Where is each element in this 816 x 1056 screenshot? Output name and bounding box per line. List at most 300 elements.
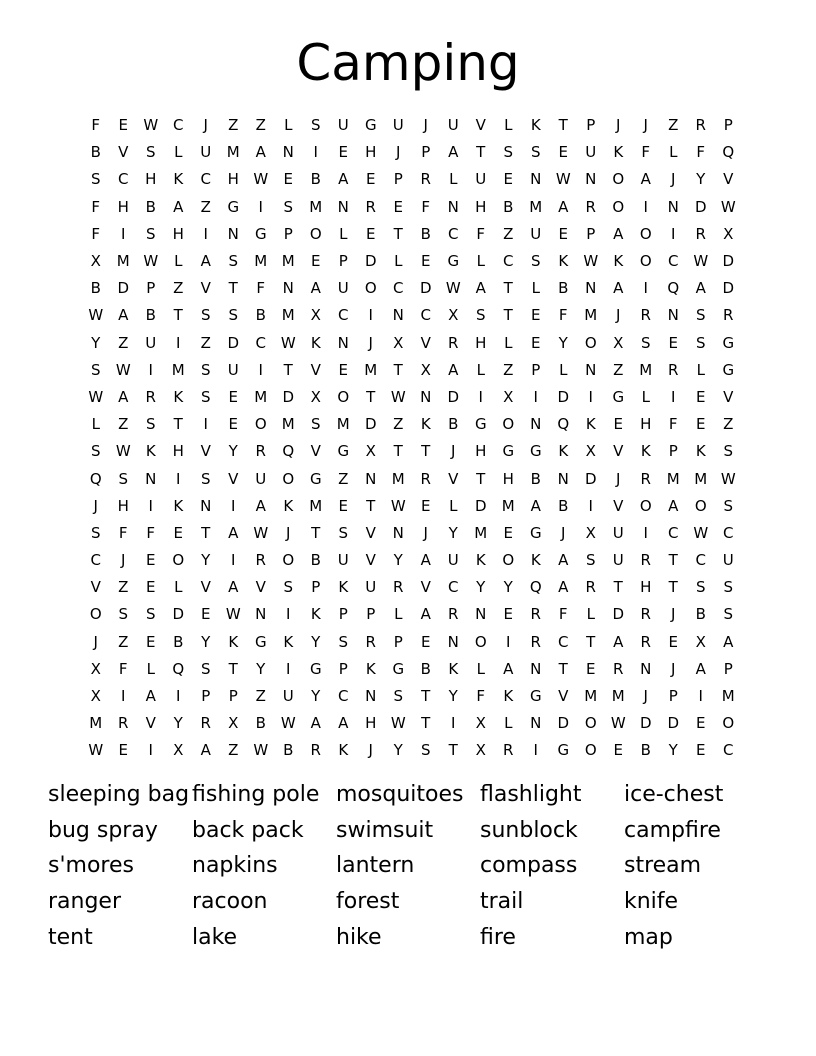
grid-letter: M (611, 687, 625, 706)
word-list-item: tent (48, 924, 93, 950)
grid-letter: L (586, 605, 595, 624)
grid-letter: F (91, 116, 101, 135)
grid-letter: E (503, 605, 513, 624)
grid-letter: R (118, 714, 129, 733)
word-list-item: sleeping bag (48, 782, 190, 807)
grid-letter: Y (311, 632, 321, 651)
grid-letter: E (311, 252, 321, 271)
word-list-item: forest (336, 889, 400, 915)
grid-letter: B (695, 605, 706, 624)
grid-letter: A (338, 714, 349, 733)
grid-letter: G (337, 442, 350, 461)
grid-letter: T (476, 469, 486, 488)
grid-letter: I (231, 496, 236, 515)
grid-letter: P (338, 605, 348, 624)
grid-letter: Y (476, 578, 486, 597)
grid-letter: A (200, 252, 211, 271)
grid-letter: S (723, 496, 734, 515)
grid-letter: K (173, 496, 184, 515)
grid-letter: Q (667, 279, 680, 298)
grid-letter: P (421, 143, 431, 162)
grid-letter: S (310, 415, 321, 434)
grid-letter: I (286, 605, 291, 624)
grid-letter: E (421, 632, 431, 651)
word-list-item: fire (480, 924, 516, 950)
grid-letter: H (172, 442, 184, 461)
grid-letter: J (561, 523, 566, 542)
grid-letter: U (447, 551, 459, 570)
grid-letter: G (557, 741, 570, 760)
grid-letter: C (200, 170, 211, 189)
grid-letter: S (200, 469, 211, 488)
grid-letter: O (584, 741, 597, 760)
grid-letter: T (558, 116, 568, 135)
grid-letter: H (117, 197, 129, 216)
grid-letter: L (174, 143, 183, 162)
grid-letter: B (255, 714, 266, 733)
grid-letter: O (639, 496, 652, 515)
grid-letter: E (146, 632, 156, 651)
grid-letter: K (338, 741, 349, 760)
word-list-item: back pack (192, 817, 304, 843)
grid-letter: R (420, 469, 431, 488)
grid-letter: S (338, 632, 349, 651)
grid-letter: V (118, 143, 129, 162)
grid-letter: H (475, 197, 487, 216)
grid-letter: Y (201, 632, 211, 651)
grid-letter: M (89, 714, 103, 733)
grid-letter: X (228, 714, 239, 733)
grid-letter: S (200, 387, 211, 406)
word-list-item: sunblock (480, 817, 578, 843)
grid-letter: I (176, 333, 181, 352)
grid-letter: U (282, 687, 294, 706)
grid-letter: Y (173, 714, 183, 733)
grid-letter: J (616, 469, 621, 488)
grid-letter: S (695, 333, 706, 352)
grid-letter: I (231, 551, 236, 570)
grid-letter: C (338, 306, 349, 325)
grid-letter: U (337, 551, 349, 570)
grid-letter: P (393, 632, 403, 651)
grid-letter: U (530, 224, 542, 243)
grid-letter: K (420, 415, 431, 434)
grid-letter: I (588, 496, 593, 515)
grid-letter: I (478, 387, 483, 406)
grid-letter: X (613, 333, 624, 352)
grid-letter: E (668, 632, 678, 651)
grid-letter: R (585, 578, 596, 597)
grid-letter: B (90, 143, 101, 162)
grid-letter: S (90, 170, 101, 189)
grid-letter: E (531, 306, 541, 325)
grid-letter: T (311, 523, 321, 542)
grid-letter: W (720, 469, 736, 488)
grid-letter: I (176, 469, 181, 488)
grid-letter: Z (228, 741, 239, 760)
grid-letter: U (392, 116, 404, 135)
grid-letter: J (643, 116, 648, 135)
grid-letter: S (145, 224, 156, 243)
grid-letter: X (365, 442, 376, 461)
grid-letter: M (309, 197, 323, 216)
grid-letter: X (695, 632, 706, 651)
grid-letter: V (475, 116, 486, 135)
grid-letter: X (475, 714, 486, 733)
grid-letter: D (612, 605, 625, 624)
grid-letter: N (667, 306, 679, 325)
grid-letter: E (228, 387, 238, 406)
grid-letter: Y (558, 333, 568, 352)
grid-letter: L (641, 387, 650, 406)
grid-letter: V (200, 279, 211, 298)
grid-letter: D (172, 605, 185, 624)
grid-letter: Y (228, 442, 238, 461)
grid-letter: V (613, 496, 624, 515)
grid-letter: R (503, 741, 514, 760)
grid-letter: I (671, 224, 676, 243)
grid-letter: J (616, 306, 621, 325)
grid-letter: L (696, 360, 705, 379)
grid-letter: O (282, 551, 295, 570)
grid-letter: K (173, 387, 184, 406)
grid-letter: J (423, 116, 428, 135)
grid-letter: R (640, 632, 651, 651)
grid-letter: S (90, 360, 101, 379)
grid-letter: S (118, 605, 129, 624)
grid-letter: N (530, 714, 542, 733)
grid-letter: N (475, 605, 487, 624)
grid-letter: E (421, 252, 431, 271)
grid-letter: W (143, 116, 159, 135)
grid-letter: D (722, 252, 735, 271)
grid-letter: Z (118, 632, 129, 651)
grid-letter: J (423, 523, 428, 542)
grid-letter: S (475, 306, 486, 325)
grid-letter: R (530, 632, 541, 651)
grid-letter: Z (503, 224, 514, 243)
grid-letter: S (90, 442, 101, 461)
grid-letter: E (696, 741, 706, 760)
grid-letter: S (338, 523, 349, 542)
grid-letter: F (146, 523, 156, 542)
grid-letter: N (145, 469, 157, 488)
grid-letter: D (227, 333, 240, 352)
grid-letter: B (640, 741, 651, 760)
grid-letter: K (585, 415, 596, 434)
grid-letter: I (313, 143, 318, 162)
grid-letter: T (613, 578, 623, 597)
grid-letter: M (336, 415, 350, 434)
grid-letter: U (612, 523, 624, 542)
grid-letter: M (281, 252, 295, 271)
grid-letter: L (174, 252, 183, 271)
grid-letter: O (282, 469, 295, 488)
grid-letter: X (90, 687, 101, 706)
grid-letter: P (723, 659, 733, 678)
grid-letter: X (475, 741, 486, 760)
grid-letter: O (584, 714, 597, 733)
grid-letter: C (338, 687, 349, 706)
grid-letter: C (255, 333, 266, 352)
grid-letter: C (668, 523, 679, 542)
grid-letter: I (643, 523, 648, 542)
grid-row (82, 275, 742, 302)
grid-letter: G (474, 415, 487, 434)
grid-letter: L (504, 714, 513, 733)
grid-letter: D (639, 714, 652, 733)
grid-letter: I (286, 659, 291, 678)
grid-letter: W (280, 333, 296, 352)
grid-letter: I (148, 496, 153, 515)
grid-letter: Z (723, 415, 734, 434)
grid-letter: F (476, 224, 486, 243)
grid-letter: U (337, 116, 349, 135)
grid-letter: W (390, 387, 406, 406)
grid-letter: R (200, 714, 211, 733)
grid-letter: C (173, 116, 184, 135)
grid-letter: T (421, 687, 431, 706)
grid-letter: W (280, 714, 296, 733)
grid-letter: L (91, 415, 100, 434)
grid-letter: Y (91, 333, 101, 352)
grid-letter: W (253, 170, 269, 189)
grid-letter: V (723, 170, 734, 189)
grid-letter: A (613, 632, 624, 651)
grid-letter: J (671, 170, 676, 189)
grid-letter: S (200, 360, 211, 379)
grid-letter: L (449, 170, 458, 189)
grid-letter: I (203, 224, 208, 243)
grid-letter: L (174, 578, 183, 597)
grid-letter: R (640, 306, 651, 325)
grid-letter: R (723, 306, 734, 325)
grid-letter: M (529, 197, 543, 216)
grid-letter: A (558, 551, 569, 570)
grid-letter: C (723, 741, 734, 760)
grid-letter: N (337, 333, 349, 352)
grid-letter: B (420, 224, 431, 243)
grid-letter: V (200, 442, 211, 461)
grid-letter: B (173, 632, 184, 651)
grid-letter: I (643, 279, 648, 298)
grid-letter: P (228, 687, 238, 706)
grid-letter: S (530, 143, 541, 162)
grid-letter: X (310, 306, 321, 325)
grid-letter: M (391, 469, 405, 488)
grid-letter: J (451, 442, 456, 461)
grid-letter: T (228, 279, 238, 298)
grid-letter: W (88, 741, 104, 760)
grid-letter: T (201, 523, 211, 542)
grid-row (82, 574, 742, 601)
grid-letter: I (698, 687, 703, 706)
word-list-item: bug spray (48, 817, 158, 843)
grid-letter: O (612, 197, 625, 216)
grid-letter: G (364, 116, 377, 135)
grid-letter: L (476, 360, 485, 379)
grid-letter: W (445, 279, 461, 298)
grid-letter: N (420, 387, 432, 406)
grid-letter: M (666, 469, 680, 488)
grid-letter: C (503, 252, 514, 271)
grid-letter: U (337, 279, 349, 298)
grid-letter: Z (255, 687, 266, 706)
grid-letter: T (503, 279, 513, 298)
grid-letter: N (392, 523, 404, 542)
grid-letter: A (310, 279, 321, 298)
grid-letter: L (394, 605, 403, 624)
grid-letter: M (721, 687, 735, 706)
grid-letter: V (613, 442, 624, 461)
grid-letter: U (200, 143, 212, 162)
grid-row (82, 656, 742, 683)
word-list-item: hike (336, 924, 382, 950)
grid-letter: G (254, 632, 267, 651)
grid-letter: R (640, 551, 651, 570)
grid-letter: L (504, 333, 513, 352)
grid-letter: J (286, 523, 291, 542)
grid-letter: G (309, 469, 322, 488)
grid-letter: W (253, 523, 269, 542)
grid-letter: K (613, 143, 624, 162)
word-list-item: campfire (624, 817, 721, 843)
grid-letter: G (722, 333, 735, 352)
grid-letter: Q (529, 578, 542, 597)
grid-letter: W (610, 714, 626, 733)
grid-letter: E (173, 523, 183, 542)
grid-letter: L (531, 279, 540, 298)
grid-letter: R (145, 387, 156, 406)
grid-letter: I (506, 632, 511, 651)
grid-letter: E (118, 741, 128, 760)
grid-letter: S (503, 143, 514, 162)
grid-letter: W (720, 197, 736, 216)
grid-letter: K (695, 442, 706, 461)
grid-letter: I (176, 687, 181, 706)
grid-letter: C (393, 279, 404, 298)
grid-letter: L (449, 496, 458, 515)
grid-letter: K (530, 116, 541, 135)
grid-letter: P (366, 605, 376, 624)
grid-letter: U (585, 143, 597, 162)
grid-letter: E (558, 143, 568, 162)
grid-letter: O (612, 170, 625, 189)
grid-letter: E (558, 224, 568, 243)
grid-letter: G (529, 442, 542, 461)
grid-letter: S (695, 578, 706, 597)
grid-letter: M (584, 306, 598, 325)
grid-letter: N (227, 224, 239, 243)
grid-row (82, 384, 742, 411)
grid-letter: J (671, 605, 676, 624)
grid-row (82, 302, 742, 329)
grid-letter: A (613, 279, 624, 298)
grid-letter: R (448, 333, 459, 352)
grid-letter: I (533, 741, 538, 760)
grid-letter: G (529, 687, 542, 706)
grid-letter: V (558, 687, 569, 706)
grid-letter: A (228, 578, 239, 597)
grid-letter: T (448, 741, 458, 760)
grid-letter: J (93, 632, 98, 651)
grid-letter: O (254, 415, 267, 434)
grid-letter: E (338, 143, 348, 162)
grid-letter: A (640, 170, 651, 189)
grid-letter: U (612, 551, 624, 570)
grid-letter: Z (118, 333, 129, 352)
grid-letter: M (639, 360, 653, 379)
grid-letter: Z (228, 116, 239, 135)
word-list (48, 777, 778, 955)
grid-letter: N (585, 360, 597, 379)
grid-letter: T (476, 143, 486, 162)
grid-letter: H (117, 496, 129, 515)
grid-letter: I (258, 360, 263, 379)
grid-letter: S (283, 578, 294, 597)
grid-letter: R (448, 605, 459, 624)
grid-letter: H (475, 442, 487, 461)
grid-row (82, 221, 742, 248)
grid-letter: B (283, 741, 294, 760)
grid-letter: K (530, 551, 541, 570)
grid-row (82, 629, 742, 656)
grid-row (82, 683, 742, 710)
grid-letter: R (365, 197, 376, 216)
grid-letter: T (173, 415, 183, 434)
grid-letter: H (365, 714, 377, 733)
grid-letter: S (145, 143, 156, 162)
grid-letter: E (696, 387, 706, 406)
grid-letter: B (310, 551, 321, 570)
grid-letter: B (530, 469, 541, 488)
grid-letter: T (393, 442, 403, 461)
word-list-item: stream (624, 853, 702, 879)
grid-letter: V (448, 469, 459, 488)
word-list-item: flashlight (480, 782, 582, 807)
grid-letter: A (118, 306, 129, 325)
grid-letter: E (338, 496, 348, 515)
grid-letter: A (503, 659, 514, 678)
grid-letter: D (364, 252, 377, 271)
grid-letter: Z (393, 415, 404, 434)
grid-letter: D (419, 279, 432, 298)
grid-letter: R (640, 469, 651, 488)
grid-letter: R (695, 224, 706, 243)
grid-letter: B (558, 279, 569, 298)
grid-letter: N (667, 197, 679, 216)
word-list-item: mosquitoes (336, 782, 464, 807)
grid-letter: X (90, 252, 101, 271)
grid-letter: V (310, 442, 321, 461)
grid-letter: M (281, 415, 295, 434)
grid-letter: M (474, 523, 488, 542)
grid-letter: K (448, 659, 459, 678)
grid-letter: P (146, 279, 156, 298)
grid-letter: Z (338, 469, 349, 488)
grid-letter: W (88, 306, 104, 325)
grid-letter: L (284, 116, 293, 135)
grid-letter: M (116, 252, 130, 271)
grid-letter: K (640, 442, 651, 461)
grid-letter: P (723, 116, 733, 135)
grid-letter: G (612, 387, 625, 406)
grid-letter: U (145, 333, 157, 352)
grid-letter: H (640, 415, 652, 434)
grid-letter: G (392, 659, 405, 678)
grid-letter: P (531, 360, 541, 379)
grid-letter: K (365, 659, 376, 678)
